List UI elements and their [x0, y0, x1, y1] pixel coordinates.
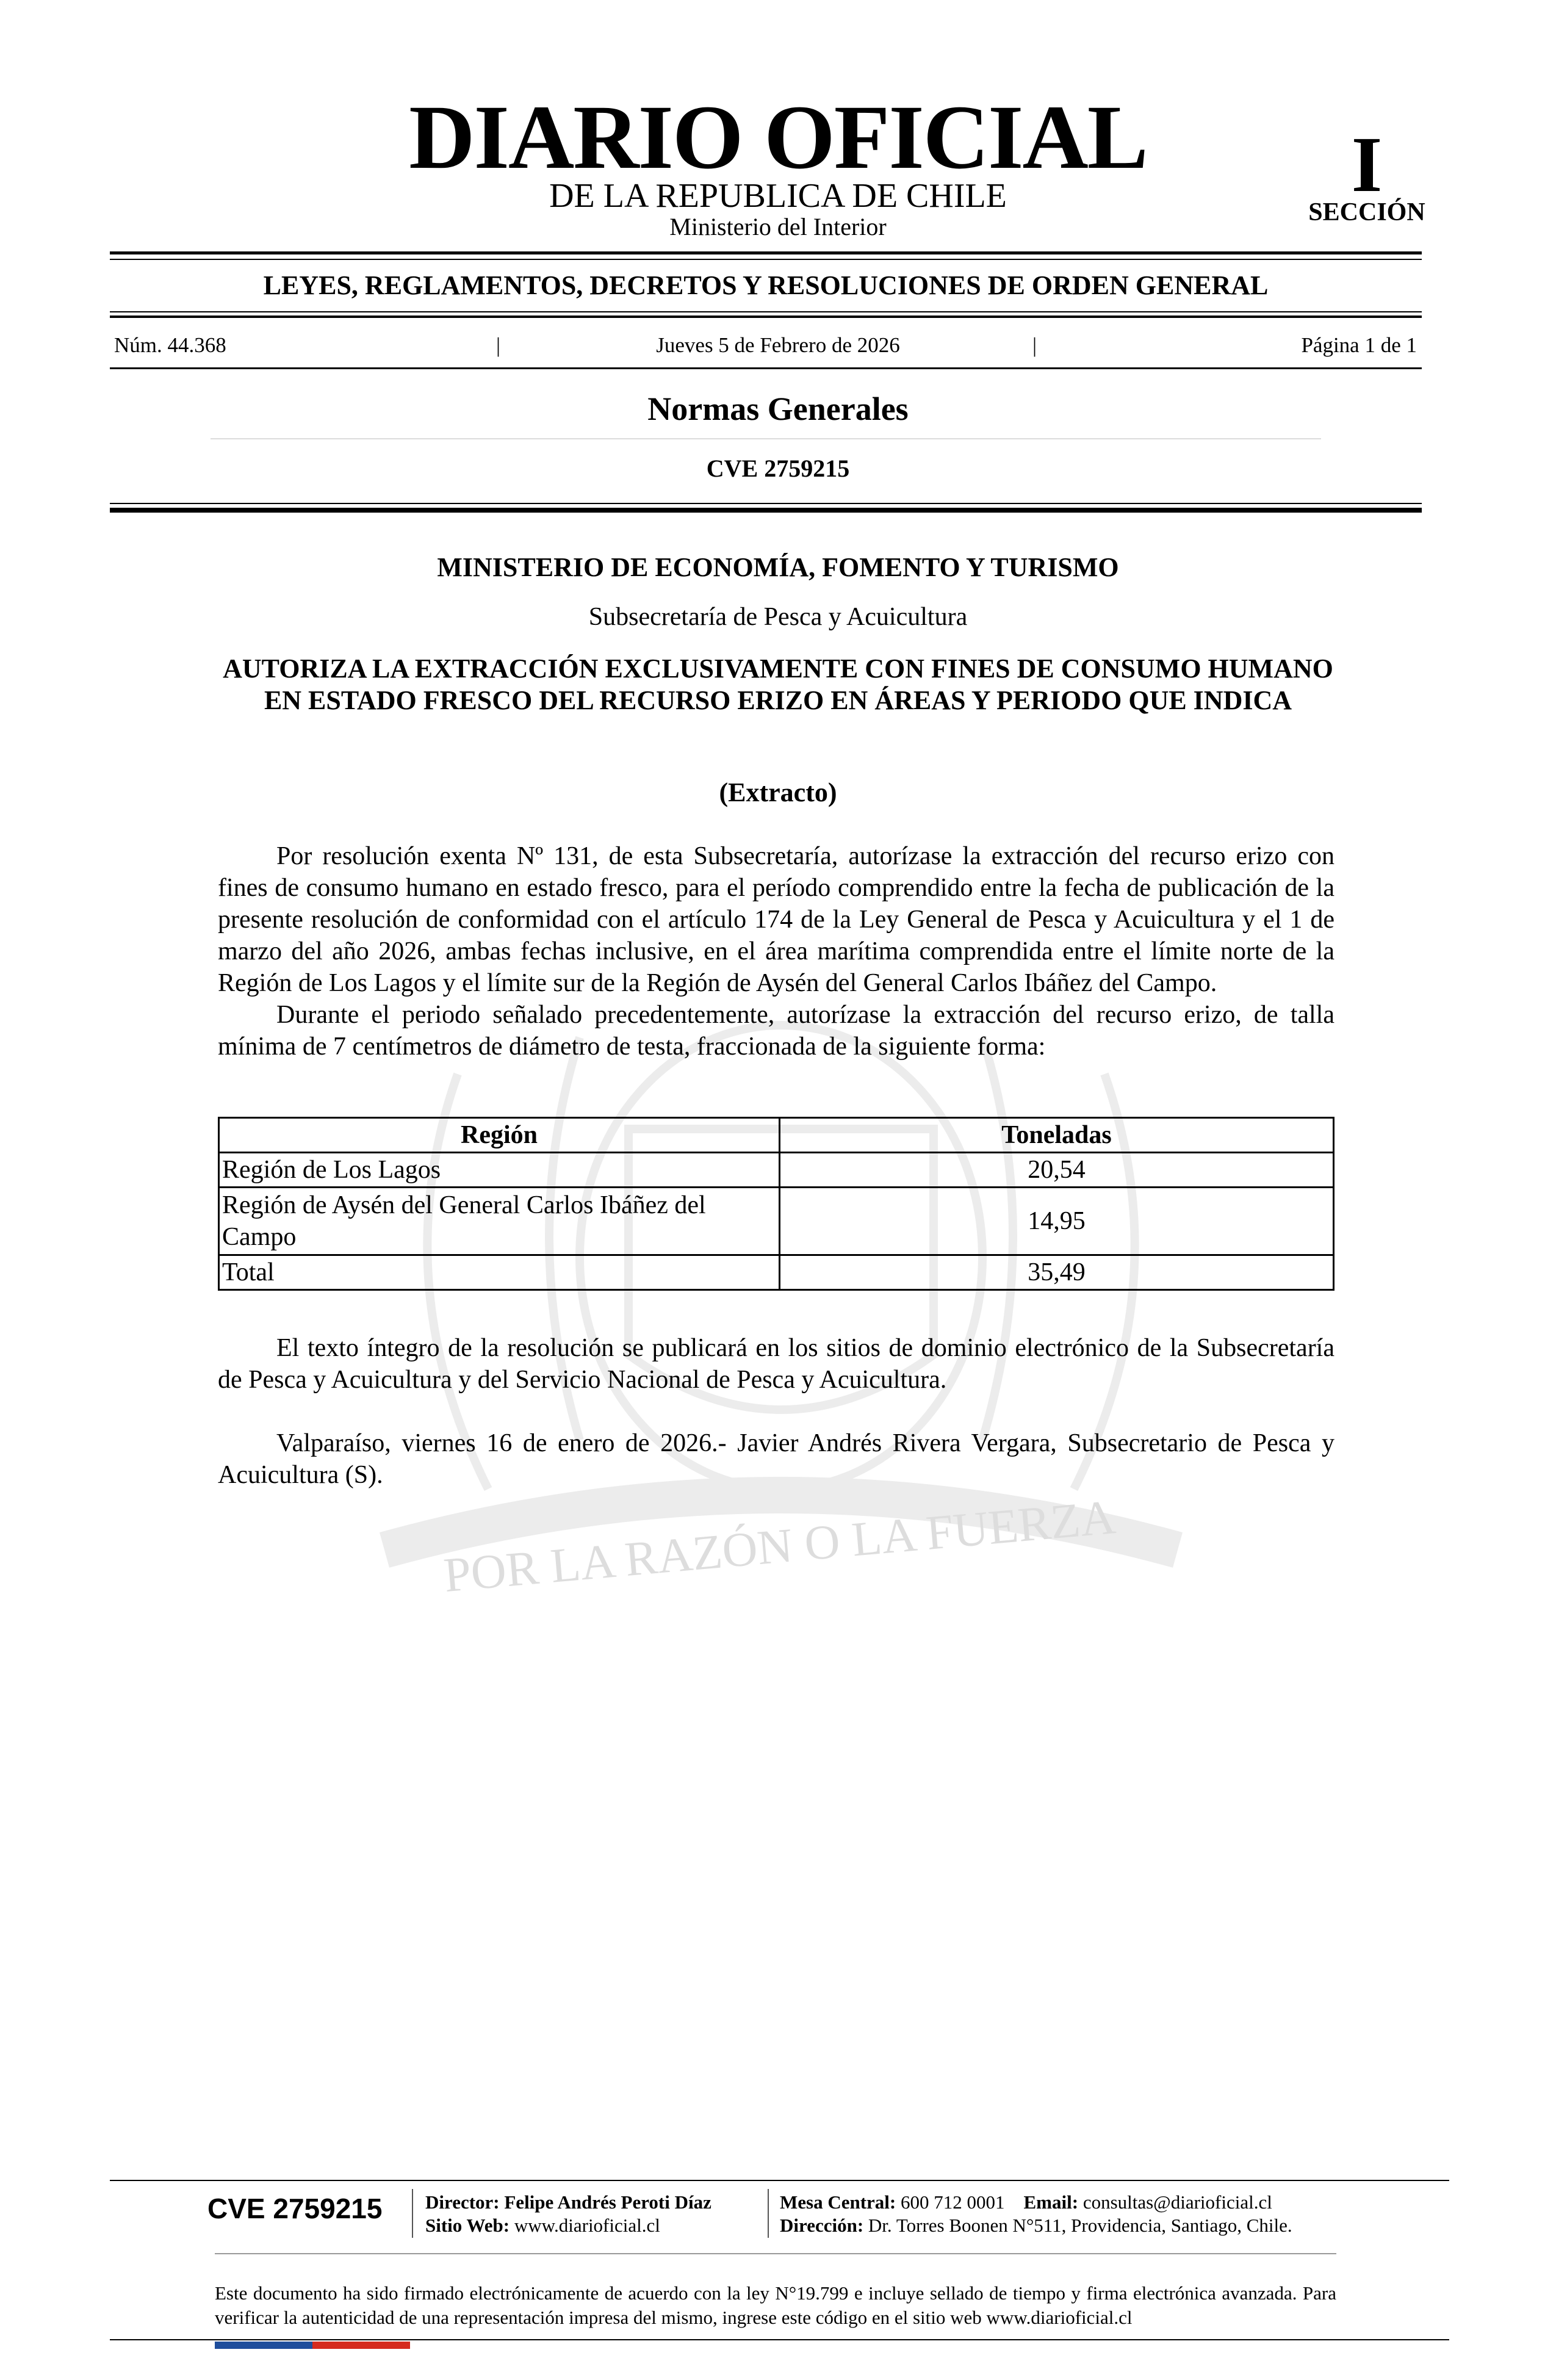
paragraph-signature: Valparaíso, viernes 16 de enero de 2026.- Javier Andrés Rivera Vergara, Subsecretario de Pesca y Acuicultura (S).: [218, 1429, 1334, 1489]
footer-rule-mid: [215, 2253, 1336, 2254]
document-title: AUTORIZA LA EXTRACCIÓN EXCLUSIVAMENTE CON FINES DE CONSUMO HUMANO EN ESTADO FRESCO DEL RECURSO ERIZO EN ÁREAS Y PERIODO QUE INDICA: [223, 654, 1333, 715]
footer-email-link[interactable]: consultas@diarioficial.cl: [1082, 2191, 1272, 2213]
newspaper-ministry: Ministerio del Interior: [669, 213, 887, 240]
table-row: [219, 1255, 1334, 1290]
footer-rule-bottom: [110, 2339, 1449, 2340]
footer-address-line: [780, 2214, 1366, 2237]
issue-separator-left: |: [496, 333, 501, 357]
banner-rule-thick: [110, 316, 1422, 318]
issue-date: Jueves 5 de Febrero de 2026: [656, 333, 900, 357]
newspaper-title: DIARIO OFICIAL: [409, 87, 1147, 188]
footer-rule-top: [110, 2180, 1449, 2181]
header-rule: [110, 367, 1422, 369]
paragraph-resolution: Por resolución exenta Nº 131, de esta Subsecretaría, autorízase la extracción del recurso erizo con fines de consumo humano en estado fresco, para el período comprendido entre la fecha de publicación de la presente resolución de conformidad con el artículo 174 de la Ley General de Pesca y Acuicultura y el 1 de marzo del año 2026, ambas fechas inclusive, en el área marítima comprendida entre el límite norte de la Región de Los Lagos y el límite sur de la Región de Aysén del General Carlos Ibáñez del Campo.: [218, 842, 1334, 997]
paragraph-quota: Durante el periodo señalado precedentemente, autorízase la extracción del recurso erizo, de talla mínima de 7 centímetros de diámetro de testa, fraccionada de la siguiente forma:: [218, 1001, 1334, 1061]
table-header-row: [219, 1118, 1334, 1153]
page-indicator: Página 1 de 1: [1301, 333, 1417, 357]
table-cell-region: Región de Aysén del General Carlos Ibáñez del Campo: [219, 1188, 780, 1255]
section-banner: LEYES, REGLAMENTOS, DECRETOS Y RESOLUCIONES DE ORDEN GENERAL: [263, 270, 1269, 300]
issue-separator-right: |: [1032, 333, 1037, 357]
footer-contact-block: [780, 2191, 1366, 2237]
section-number: I: [1351, 121, 1383, 209]
footer-cve-code: CVE 2759215: [207, 2193, 383, 2224]
footer-signature-note: Este documento ha sido firmado electrónicamente de acuerdo con la ley N°19.799 e incluye sellado de tiempo y firma electrónica avanzada. Para verificar la autenticidad de una representación impresa del mismo, ingrese este código en el sitio web www.diarioficial.cl: [215, 2282, 1336, 2328]
footer-website: [425, 2214, 773, 2237]
masthead-rule-thin: [110, 259, 1422, 260]
body-intro: [218, 840, 1334, 1062]
quota-table: [218, 1117, 1334, 1291]
body-closing: [218, 1332, 1334, 1491]
footer-director-name: Felipe Andrés Peroti Díaz: [504, 2191, 711, 2213]
table-header-region: Región: [219, 1118, 780, 1153]
flag-stripe-red: [312, 2342, 410, 2349]
footer-director-label: Director:: [425, 2191, 500, 2213]
footer-address: Dr. Torres Boonen N°511, Providencia, Santiago, Chile.: [868, 2215, 1292, 2236]
table-cell-tons: 35,49: [780, 1255, 1334, 1290]
footer-address-label: Dirección:: [780, 2215, 864, 2236]
footer-divider-right: [768, 2189, 769, 2238]
footer-director: [425, 2191, 773, 2214]
table-cell-tons: 14,95: [780, 1188, 1334, 1255]
issue-number: Núm. 44.368: [114, 333, 226, 357]
extract-label: (Extracto): [719, 777, 837, 807]
table-cell-region: Región de Los Lagos: [219, 1153, 780, 1188]
table-row: [219, 1153, 1334, 1188]
paragraph-publication: El texto íntegro de la resolución se publicará en los sitios de dominio electrónico de la Subsecretaría de Pesca y Acuicultura y del Servicio Nacional de Pesca y Acuicultura.: [218, 1334, 1334, 1394]
section-label: SECCIÓN: [1308, 198, 1425, 226]
footer-phone: 600 712 0001: [901, 2191, 1005, 2213]
category-divider: [211, 438, 1321, 439]
cve-rule-thick: [110, 508, 1422, 513]
table-header-tons: Toneladas: [780, 1118, 1334, 1153]
banner-rule-thin: [110, 311, 1422, 312]
footer-contact-line: [780, 2191, 1366, 2214]
table-cell-region: Total: [219, 1255, 780, 1290]
footer-phone-label: Mesa Central:: [780, 2191, 896, 2213]
footer-divider-left: [412, 2189, 413, 2238]
cve-code: CVE 2759215: [706, 455, 850, 482]
cve-rule-thin: [110, 503, 1422, 504]
issuing-ministry: MINISTERIO DE ECONOMÍA, FOMENTO Y TURISMO: [437, 552, 1119, 582]
footer-email-label: Email:: [1023, 2191, 1079, 2213]
table-cell-tons: 20,54: [780, 1153, 1334, 1188]
table-row: [219, 1188, 1334, 1255]
flag-stripe-blue: [215, 2342, 312, 2349]
watermark-motto: POR LA RAZÓN O LA FUERZA: [441, 1490, 1118, 1603]
category-title: Normas Generales: [647, 391, 909, 427]
footer-director-block: [425, 2191, 773, 2237]
issuing-subsecretariat: Subsecretaría de Pesca y Acuicultura: [588, 603, 968, 631]
newspaper-subtitle: DE LA REPUBLICA DE CHILE: [549, 177, 1007, 215]
footer-website-label: Sitio Web:: [425, 2215, 510, 2236]
masthead-rule-top: [110, 251, 1422, 254]
footer-website-link[interactable]: www.diarioficial.cl: [514, 2215, 660, 2236]
